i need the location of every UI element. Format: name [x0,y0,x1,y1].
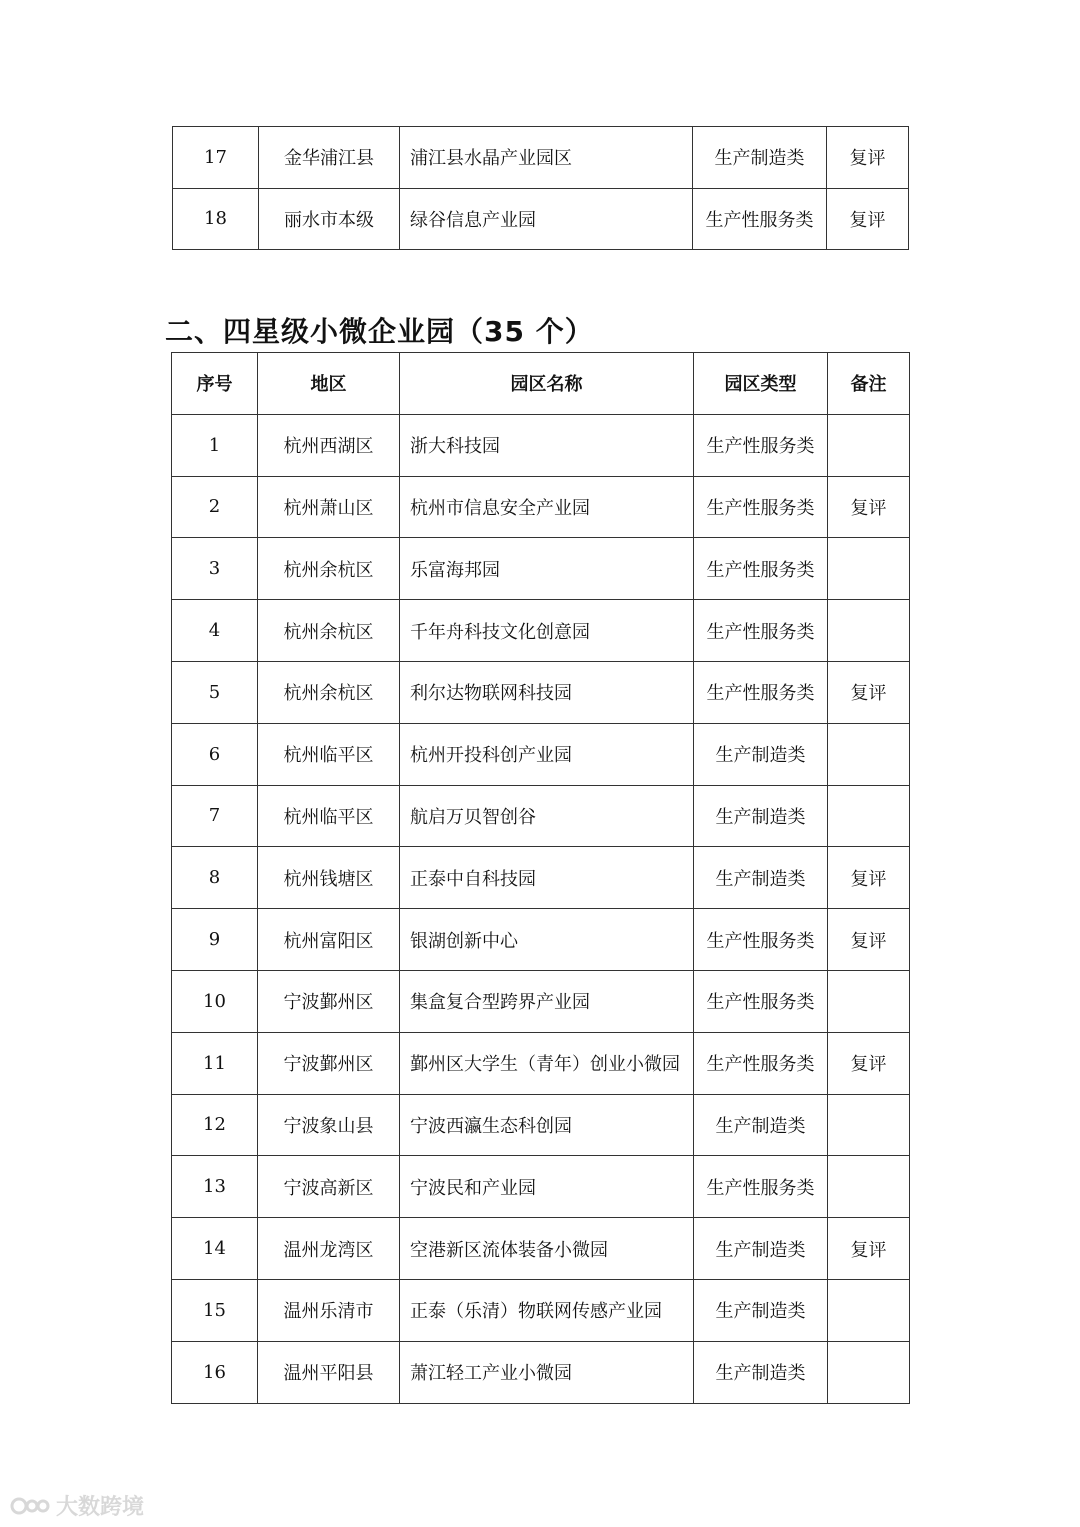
row-park-type: 生产制造类 [694,1094,828,1156]
row-region: 杭州富阳区 [258,909,400,971]
row-number: 17 [173,127,259,189]
row-park-name: 萧江轻工产业小微园 [400,1341,694,1403]
row-note [828,970,910,1032]
row-note: 复评 [828,909,910,971]
row-note: 复评 [828,1032,910,1094]
row-region: 杭州萧山区 [258,476,400,538]
row-park-name: 杭州开投科创产业园 [400,723,694,785]
row-number: 11 [172,1032,258,1094]
row-number: 7 [172,785,258,847]
row-note [828,785,910,847]
row-note: 复评 [828,661,910,723]
table-row [172,600,910,662]
header-region: 地区 [258,353,400,415]
row-note [828,723,910,785]
table-row [172,538,910,600]
row-region: 杭州西湖区 [258,414,400,476]
header-park-type: 园区类型 [694,353,828,415]
row-number: 15 [172,1279,258,1341]
row-number: 4 [172,600,258,662]
table-row [172,723,910,785]
row-number: 13 [172,1156,258,1218]
row-park-type: 生产性服务类 [694,538,828,600]
row-park-name: 杭州市信息安全产业园 [400,476,694,538]
row-note [828,1094,910,1156]
watermark-text: 大数跨境 [56,1495,145,1520]
row-number: 8 [172,847,258,909]
row-region: 温州平阳县 [258,1341,400,1403]
row-note: 复评 [828,476,910,538]
table-row [172,476,910,538]
row-park-name: 浙大科技园 [400,414,694,476]
table-row [172,1341,910,1403]
row-park-type: 生产制造类 [694,723,828,785]
row-region: 宁波高新区 [258,1156,400,1218]
row-region: 杭州临平区 [258,723,400,785]
row-park-name: 正泰中自科技园 [400,847,694,909]
row-region: 金华浦江县 [259,127,400,189]
row-park-type: 生产制造类 [693,127,827,189]
row-note: 复评 [827,188,909,250]
row-park-name: 绿谷信息产业园 [400,188,693,250]
row-park-name: 浦江县水晶产业园区 [400,127,693,189]
row-number: 3 [172,538,258,600]
row-region: 宁波鄞州区 [258,1032,400,1094]
table-header-row [172,353,910,415]
row-number: 9 [172,909,258,971]
row-park-name: 乐富海邦园 [400,538,694,600]
row-number: 10 [172,970,258,1032]
table-row [172,661,910,723]
row-number: 14 [172,1218,258,1280]
row-number: 1 [172,414,258,476]
row-note [828,1279,910,1341]
four-star-park-table [171,352,910,1404]
table-row [172,1156,910,1218]
row-region: 杭州余杭区 [258,661,400,723]
header-note: 备注 [828,353,910,415]
row-number: 12 [172,1094,258,1156]
row-note [828,1156,910,1218]
row-park-type: 生产制造类 [694,1341,828,1403]
continued-table-body [173,127,909,250]
row-park-type: 生产制造类 [694,847,828,909]
table-row [172,1032,910,1094]
row-number: 6 [172,723,258,785]
row-park-type: 生产性服务类 [694,1156,828,1218]
row-park-name: 空港新区流体装备小微园 [400,1218,694,1280]
row-number: 5 [172,661,258,723]
row-region: 丽水市本级 [259,188,400,250]
row-park-type: 生产性服务类 [693,188,827,250]
row-region: 温州龙湾区 [258,1218,400,1280]
row-number: 18 [173,188,259,250]
row-note [828,538,910,600]
table-row [173,127,909,189]
table-row [172,970,910,1032]
row-park-name: 正泰（乐清）物联网传感产业园 [400,1279,694,1341]
table-row [172,1094,910,1156]
section-title: 二、四星级小微企业园（35 个） [165,315,594,348]
row-park-name: 航启万贝智创谷 [400,785,694,847]
row-note [828,414,910,476]
row-note: 复评 [828,1218,910,1280]
table-row [173,188,909,250]
row-park-type: 生产性服务类 [694,476,828,538]
row-note [828,1341,910,1403]
watermark [10,1490,144,1521]
row-park-name: 宁波民和产业园 [400,1156,694,1218]
logo-icon [10,1494,50,1518]
row-region: 杭州余杭区 [258,600,400,662]
row-park-name: 鄞州区大学生（青年）创业小微园 [400,1032,694,1094]
row-note: 复评 [828,847,910,909]
row-park-type: 生产制造类 [694,1218,828,1280]
header-no: 序号 [172,353,258,415]
row-park-type: 生产性服务类 [694,1032,828,1094]
table-row [172,847,910,909]
row-park-type: 生产性服务类 [694,661,828,723]
row-park-name: 银湖创新中心 [400,909,694,971]
row-park-type: 生产性服务类 [694,414,828,476]
row-note [828,600,910,662]
table-row [172,1218,910,1280]
row-park-name: 宁波西瀛生态科创园 [400,1094,694,1156]
table-row [172,414,910,476]
four-star-park-table-body [172,414,910,1403]
row-park-type: 生产性服务类 [694,909,828,971]
row-park-type: 生产性服务类 [694,600,828,662]
row-park-name: 集盒复合型跨界产业园 [400,970,694,1032]
row-park-type: 生产制造类 [694,785,828,847]
row-park-type: 生产制造类 [694,1279,828,1341]
row-number: 2 [172,476,258,538]
table-row [172,909,910,971]
row-park-type: 生产性服务类 [694,970,828,1032]
table-row [172,785,910,847]
row-region: 杭州临平区 [258,785,400,847]
row-region: 温州乐清市 [258,1279,400,1341]
row-region: 杭州余杭区 [258,538,400,600]
row-park-name: 利尔达物联网科技园 [400,661,694,723]
header-park-name: 园区名称 [400,353,694,415]
row-region: 宁波鄞州区 [258,970,400,1032]
row-region: 宁波象山县 [258,1094,400,1156]
table-row [172,1279,910,1341]
continued-table [172,126,909,250]
row-number: 16 [172,1341,258,1403]
row-note: 复评 [827,127,909,189]
row-park-name: 千年舟科技文化创意园 [400,600,694,662]
row-region: 杭州钱塘区 [258,847,400,909]
